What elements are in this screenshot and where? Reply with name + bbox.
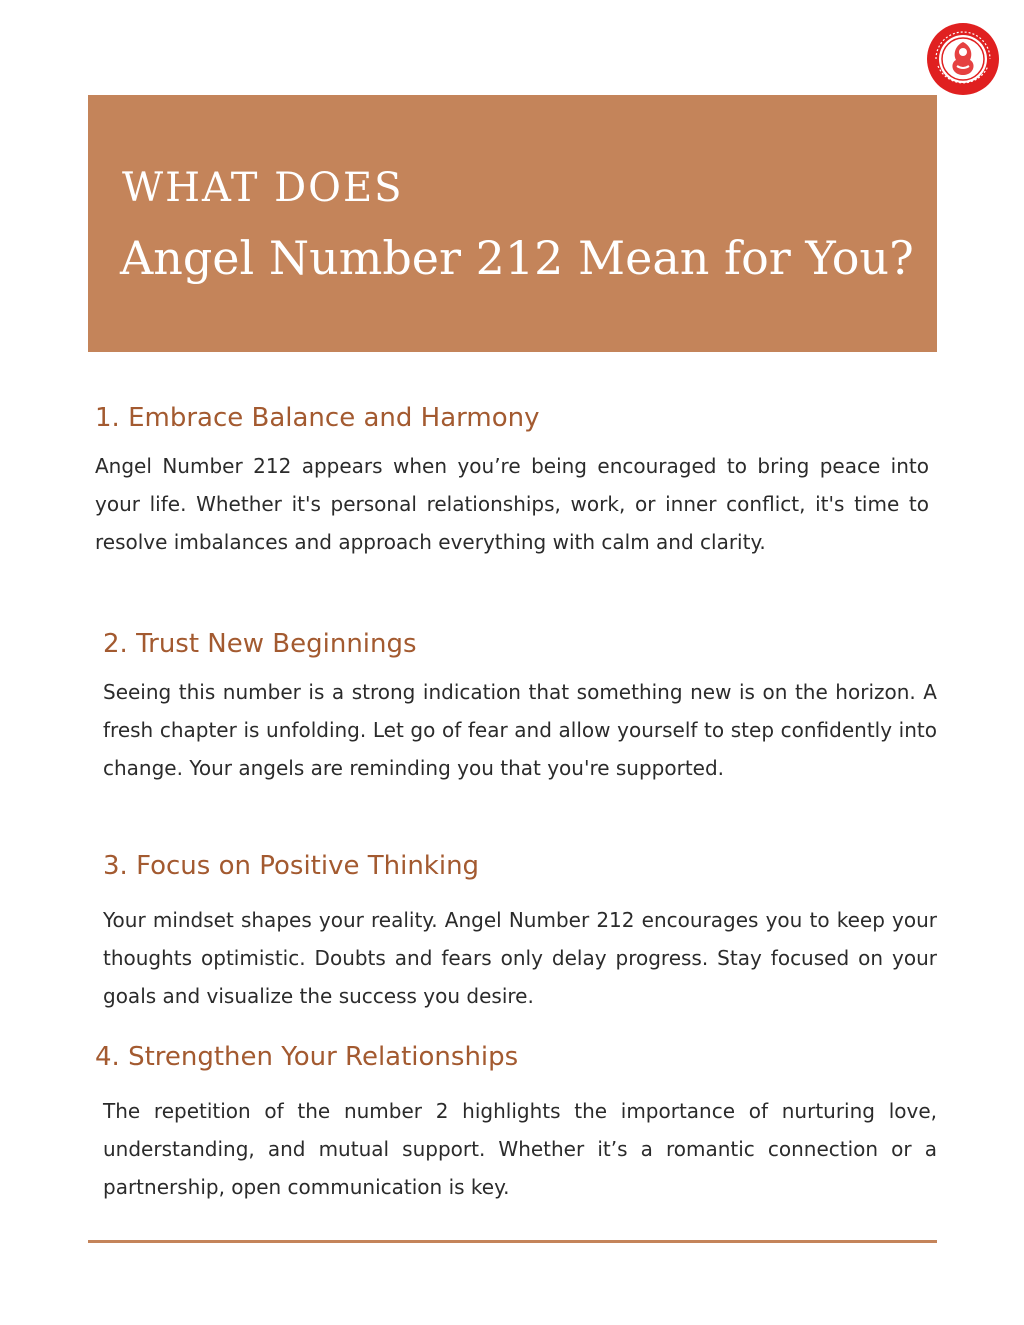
header-banner — [88, 95, 937, 352]
section-heading: 4. Strengthen Your Relationships — [95, 1042, 519, 1072]
institute-logo-seal — [926, 22, 1000, 96]
section-positive-thinking — [103, 849, 937, 1015]
section-heading: 2. Trust New Beginnings — [103, 629, 417, 659]
section-body: Seeing this number is a strong indication that something new is on the horizon. A fresh chapter is unfolding. Let go of fear and allow yourself to step confidently into change. Your angels are reminding you that you're supported. — [103, 680, 937, 780]
section-body: Angel Number 212 appears when you’re being encouraged to bring peace into your life. Whether it's personal relationships, work, or inner conflict, it's time to resolve imbalances and approach everything with calm and clarity. — [95, 454, 929, 554]
footer-divider — [88, 1240, 937, 1243]
seal-icon — [926, 22, 1000, 96]
section-body: The repetition of the number 2 highlights the importance of nurturing love, understanding, and mutual support. Whether it’s a romantic connection or a partnership, open communication is key. — [103, 1099, 937, 1199]
section-body: Your mindset shapes your reality. Angel Number 212 encourages you to keep your thoughts optimistic. Doubts and fears only delay progress. Stay focused on your goals and visualize the success you desire. — [103, 908, 937, 1008]
section-balance-harmony — [95, 401, 929, 561]
page-title: Angel Number 212 Mean for You? — [120, 231, 914, 285]
section-heading: 1. Embrace Balance and Harmony — [95, 403, 540, 433]
section-new-beginnings — [103, 627, 937, 787]
section-heading: 3. Focus on Positive Thinking — [103, 851, 480, 881]
header-kicker: WHAT DOES — [122, 165, 404, 211]
section-relationships — [95, 1040, 937, 1206]
